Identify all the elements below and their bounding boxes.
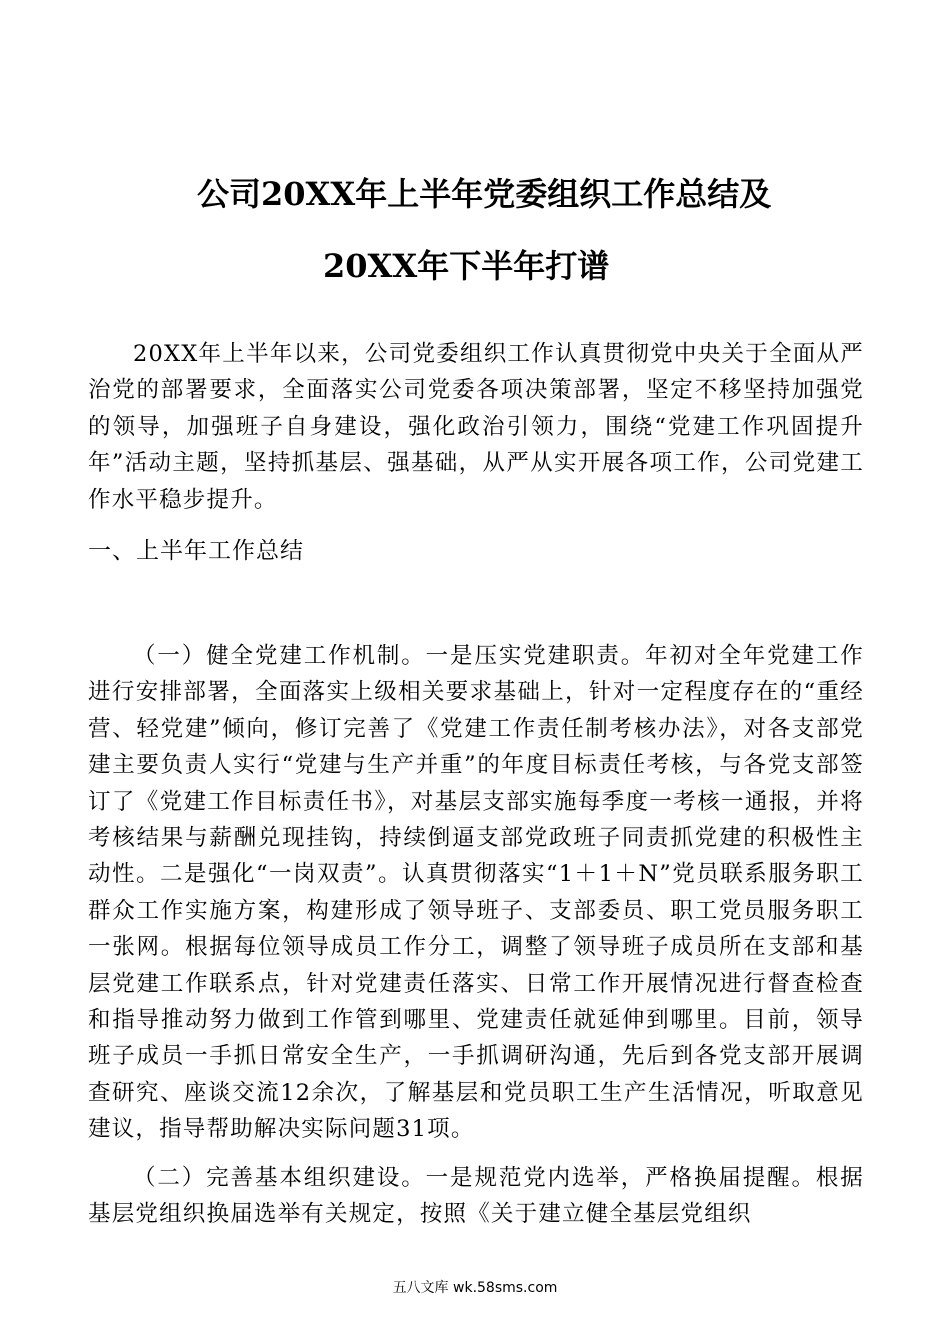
section-heading: 一、上半年工作总结 — [88, 538, 304, 564]
document-title-line-2: 20XX年下半年打谱 — [323, 247, 610, 285]
intro-paragraph: 20XX年上半年以来，公司党委组织工作认真贯彻党中央关于全面从严治党的部署要求，全面落实公司党委各项决策部署，坚定不移坚持加强党的领导，加强班子自身建设，强化政治引领力，围绕“党建工作巩固提升年”活动主题，坚持抓基层、强基础，从严从实开展各项工作，公司党建工作水平稳步提升。 — [88, 341, 864, 513]
footer-watermark: 五八文库 wk.58sms.com — [392, 1280, 558, 1296]
body-paragraph-2: （二）完善基本组织建设。一是规范党内选举，严格换届提醒。根据基层党组织换届选举有关规定，按照《关于建立健全基层党组织 — [88, 1165, 864, 1228]
document-title-line-1: 公司20XX年上半年党委组织工作总结及 — [197, 175, 772, 213]
body-paragraph-1: （一）健全党建工作机制。一是压实党建职责。年初对全年党建工作进行安排部署，全面落实上级相关要求基础上，针对一定程度存在的“重经营、轻党建”倾向，修订完善了《党建工作责任制考核办法》，对各支部党建主要负责人实行“党建与生产并重”的年度目标责任考核，与各党支部签订了《党建工作目标责任书》，对基层支部实施每季度一考核一通报，并将考核结果与薪酬兑现挂钩，持续倒逼支部党政班子同责抓党建的积极性主动性。二是强化“一岗双责”。认真贯彻落实“1＋1＋N”党员联系服务职工群众工作实施方案，构建形成了领导班子、支部委员、职工党员服务职工一张网。根据每位领导成员工作分工，调整了领导班子成员所在支部和基层党建工作联系点，针对党建责任落实、日常工作开展情况进行督查检查和指导推动努力做到工作管到哪里、党建责任就延伸到哪里。目前，领导班子成员一手抓日常安全生产，一手抓调研沟通，先后到各党支部开展调查研究、座谈交流12余次，了解基层和党员职工生产生活情况，听取意见建议，指导帮助解决实际问题31项。 — [88, 643, 864, 1143]
